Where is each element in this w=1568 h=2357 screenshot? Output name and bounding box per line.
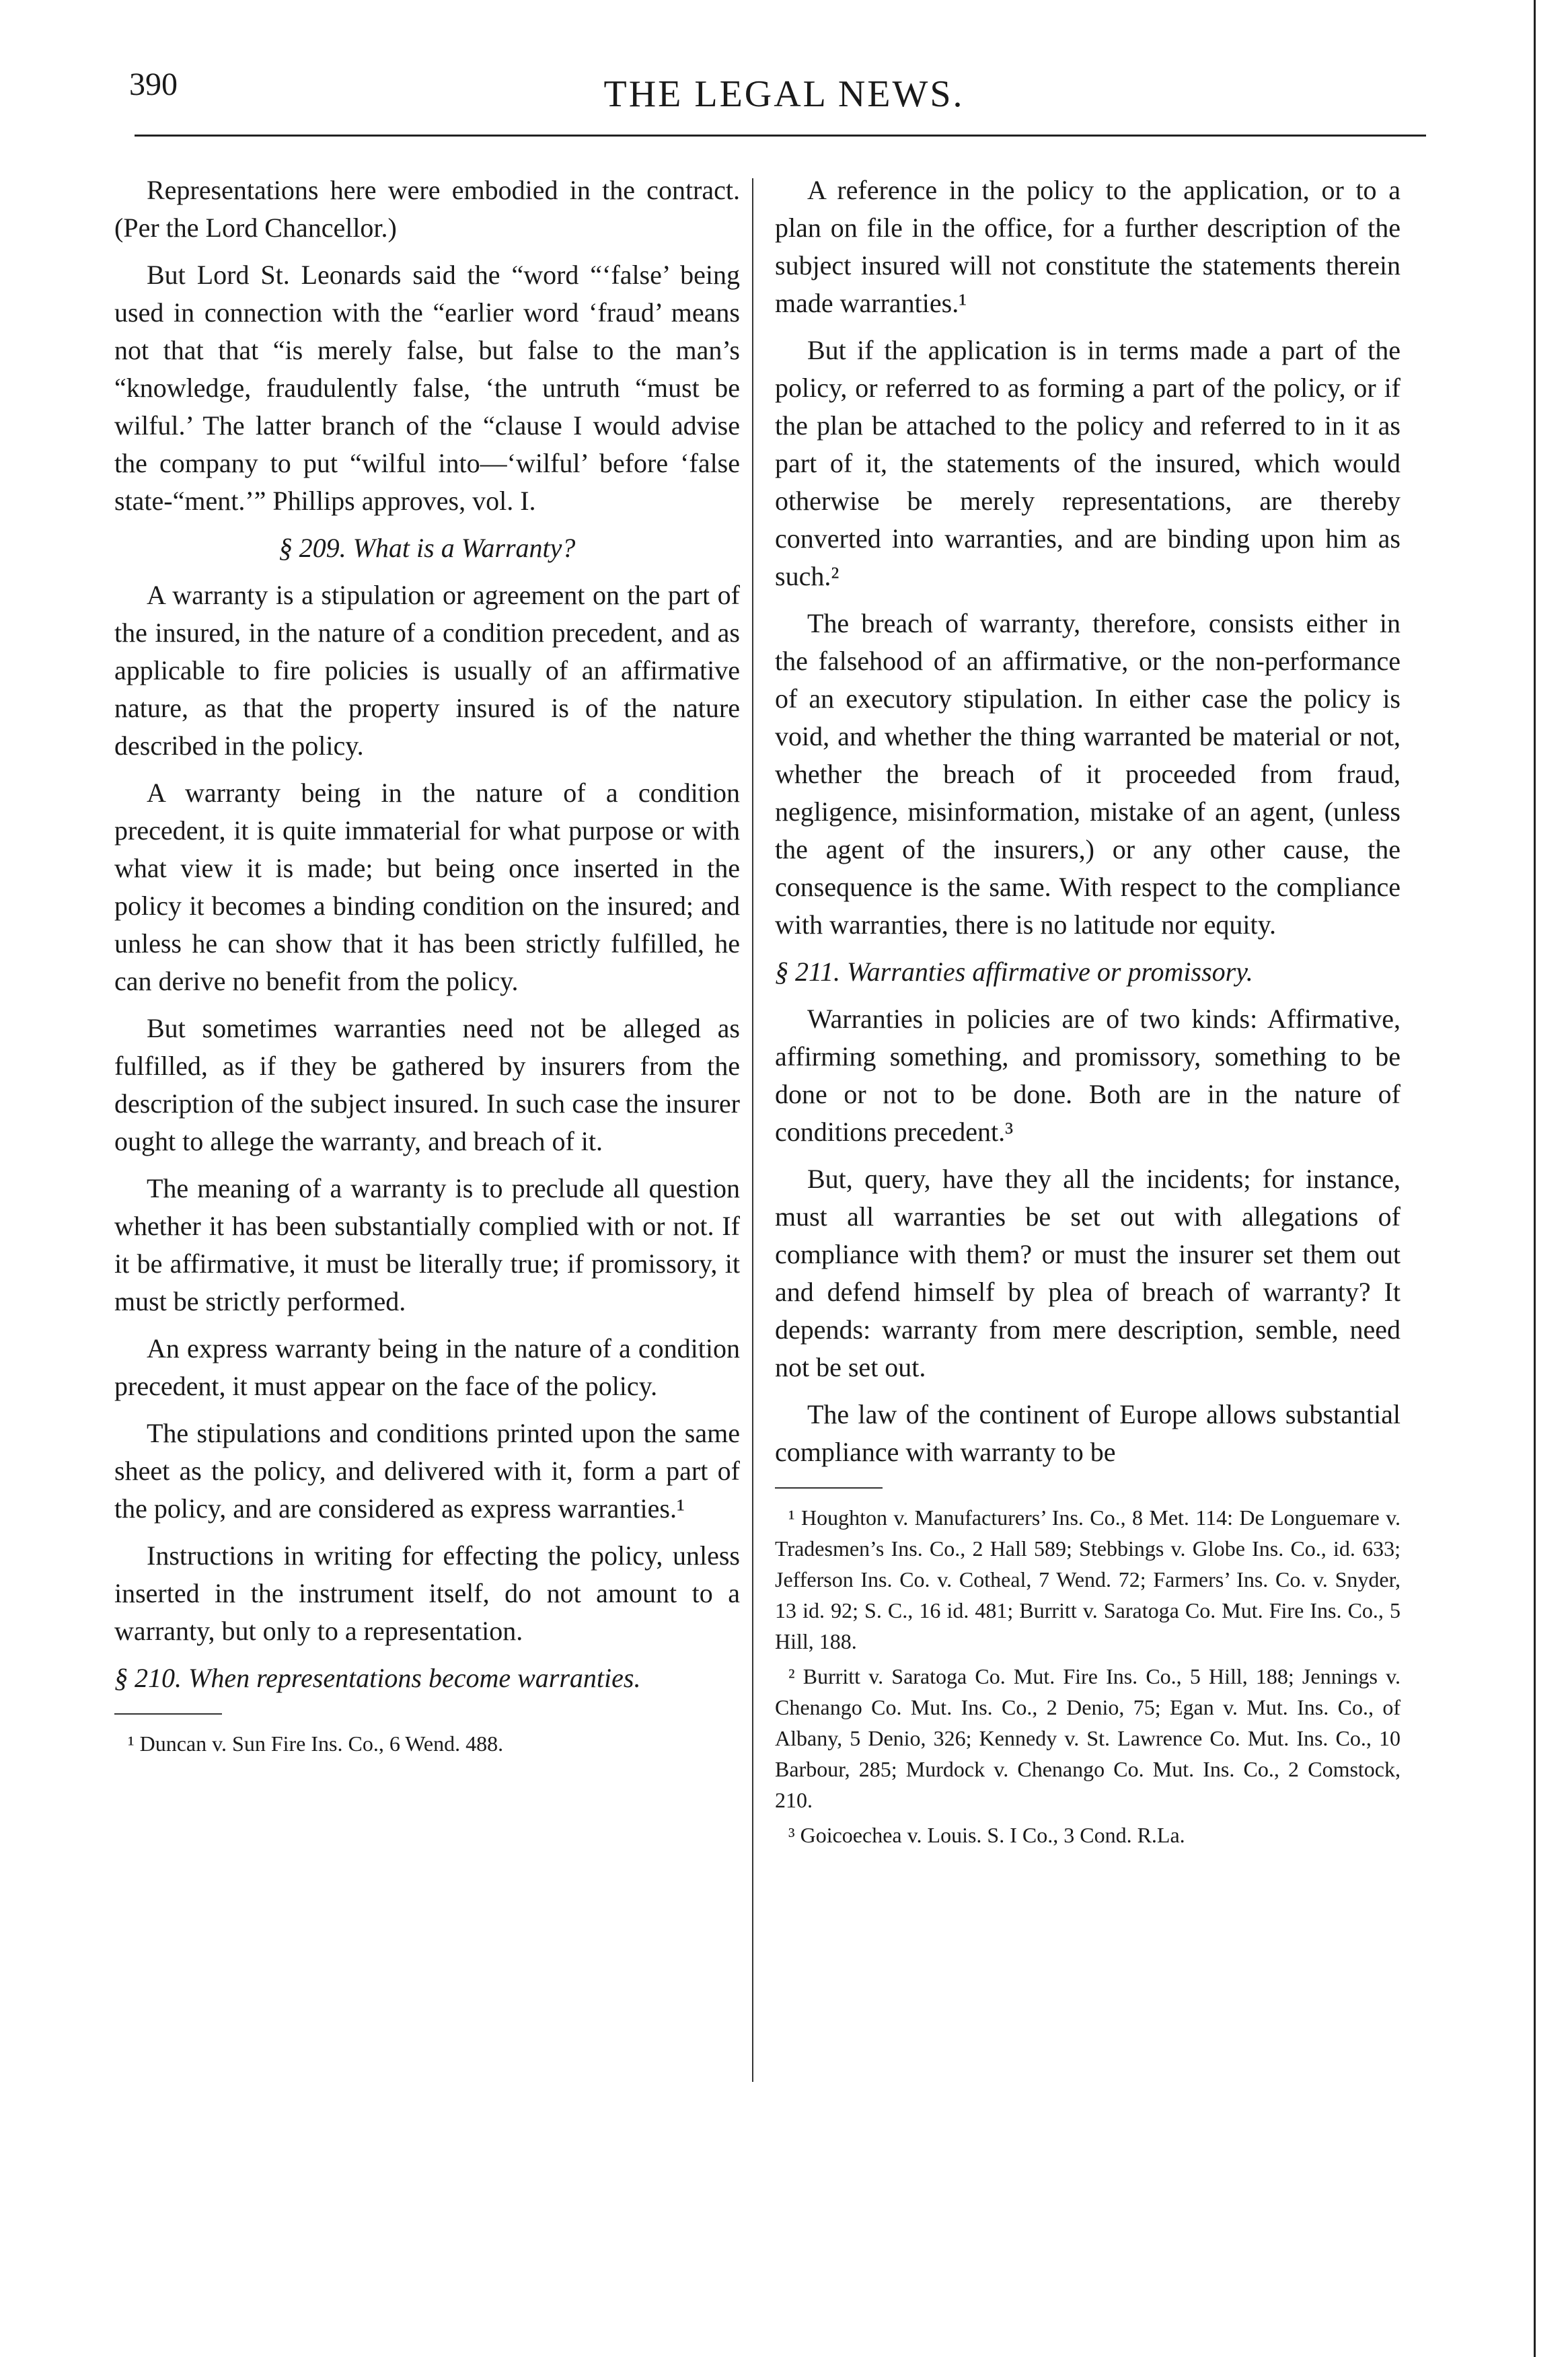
paragraph: The meaning of a warranty is to preclude all question whether it has been substantially complied with or not. If it be affirmative, it must be literally true; if promissory, it must be strictly performed. [114, 1173, 740, 1316]
page-edge-line [1534, 0, 1536, 2357]
paragraph: But if the application is in terms made a part of the policy, or referred to as forming a part of the policy, or if the plan be attached to the policy and referred to in it as part of it, the statements of the insured, which would otherwise be merely representations, are thereby converted into warranties, and are binding upon him as such.² [775, 335, 1401, 591]
paragraph: The breach of warranty, therefore, consists either in the falsehood of an affirmative, or the non-performance of an executory stipulation. In either case the policy is void, and whether the thing warranted be material or not, whether the breach of it proceeded from fraud, negligence, misinformation, mistake of an agent, (unless the agent of the insurers,) or any other cause, the consequence is the same. With respect to the compliance with warranties, there is no latitude nor equity. [775, 608, 1401, 940]
paragraph: The law of the continent of Europe allows substantial compliance with warranty to be [775, 1399, 1401, 1467]
column-divider [752, 178, 753, 2082]
section-heading-211: § 211. Warranties affirmative or promissory. [775, 957, 1253, 987]
footnote-rule [114, 1713, 222, 1715]
footnote-rule [775, 1487, 883, 1489]
paragraph: Representations here were embodied in the contract. (Per the Lord Chancellor.) [114, 175, 740, 243]
footnote: ³ Goicoechea v. Louis. S. I Co., 3 Cond. R.La. [788, 1823, 1185, 1847]
running-title: THE LEGAL NEWS. [603, 73, 965, 115]
section-heading-210: § 210. When representations become warranties. [114, 1663, 641, 1693]
paragraph: Warranties in policies are of two kinds: Affirmative, affirming something, and promissory, something to be done or not to be done. Both are in the nature of conditions precedent.³ [775, 1004, 1401, 1147]
left-column [114, 172, 740, 1763]
paragraph: An express warranty being in the nature of a condition precedent, it must appear on the face of the policy. [114, 1333, 740, 1401]
paragraph: The stipulations and conditions printed upon the same sheet as the policy, and delivered with it, form a part of the policy, and are considered as express warranties.¹ [114, 1418, 740, 1524]
right-footnotes [775, 1502, 1401, 1850]
header-rule [135, 135, 1426, 137]
footnote: ¹ Houghton v. Manufacturers’ Ins. Co., 8 Met. 114: De Longuemare v. Tradesmen’s Ins. Co., 2 Hall 589; Stebbings v. Globe Ins. Co., id. 633; Jefferson Ins. Co. v. Cotheal, 7 Wend. 72; Farmers’ Ins. Co. v. Snyder, 13 id. 92; S. C., 16 id. 481; Burritt v. Saratoga Co. Mut. Fire Ins. Co., 5 Hill, 188. [775, 1505, 1401, 1653]
footnote: ² Burritt v. Saratoga Co. Mut. Fire Ins. Co., 5 Hill, 188; Jennings v. Chenango Co. Mut. Ins. Co., 2 Denio, 75; Egan v. Mut. Ins. Co., of Albany, 5 Denio, 326; Kennedy v. St. Lawrence Co. Mut. Ins. Co., 10 Barbour, 285; Murdock v. Chenango Co. Mut. Ins. Co., 2 Comstock, 210. [775, 1664, 1401, 1812]
page-header [0, 0, 1568, 148]
paragraph: But, query, have they all the incidents; for instance, must all warranties be set out with allegations of compliance with them? or must the insurer set them out and defend himself by plea of breach of warranty? It depends: warranty from mere description, semble, need not be set out. [775, 1164, 1401, 1382]
paragraph: Instructions in writing for effecting the policy, unless inserted in the instrument itself, do not amount to a warranty, but only to a representation. [114, 1540, 740, 1646]
page-number: 390 [129, 67, 178, 102]
paragraph: But Lord St. Leonards said the “word “‘false’ being used in connection with the “earlier word ‘fraud’ means not that that “is merely false, but false to the man’s “knowledge, fraudulently false, ‘the untruth “must be wilful.’ The latter branch of the “clause I would advise the company to put “wilful into—‘wilful’ before ‘false state-“ment.’” Phillips approves, vol. I. [114, 260, 740, 516]
right-column [775, 172, 1401, 1855]
paragraph: A warranty is a stipulation or agreement on the part of the insured, in the nature of a condition precedent, and as applicable to fire policies is usually of an affirmative nature, as that the property insured is of the nature described in the policy. [114, 580, 740, 761]
paragraph: A reference in the policy to the application, or to a plan on file in the office, for a further description of the subject insured will not constitute the statements therein made warranties.¹ [775, 175, 1401, 318]
left-footnotes [114, 1728, 740, 1759]
paragraph: A warranty being in the nature of a condition precedent, it is quite immaterial for what purpose or with what view it is made; but being once inserted in the policy it becomes a binding condition on the insured; and unless he can show that it has been strictly fulfilled, he can derive no benefit from the policy. [114, 778, 740, 996]
paragraph: But sometimes warranties need not be alleged as fulfilled, as if they be gathered by insurers from the description of the subject insured. In such case the insurer ought to allege the warranty, and breach of it. [114, 1013, 740, 1156]
section-heading-209: § 209. What is a Warranty? [278, 533, 576, 563]
footnote: ¹ Duncan v. Sun Fire Ins. Co., 6 Wend. 488. [128, 1731, 504, 1756]
